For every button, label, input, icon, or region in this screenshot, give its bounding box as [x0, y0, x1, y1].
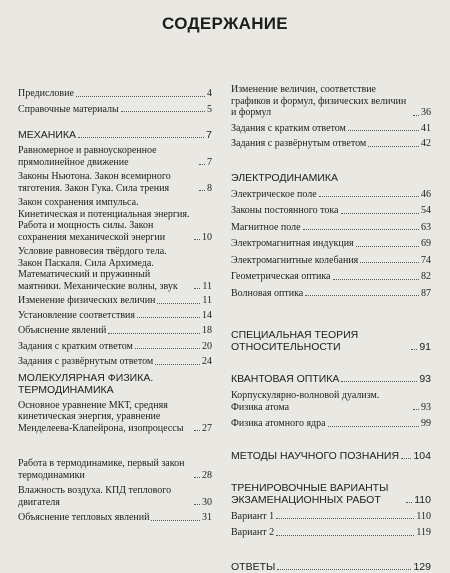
dot-leader [303, 229, 419, 230]
toc-section-heading [18, 372, 212, 396]
toc-entry [18, 356, 212, 368]
toc-entry-title: Влажность воздуха. КПД теплового двигателя [18, 485, 172, 508]
toc-entry-title: КВАНТОВАЯ ОПТИКА [231, 373, 340, 385]
toc-entry-title: Задания с развёрнутым ответом [18, 356, 154, 367]
toc-page-number: 93 [421, 401, 431, 413]
toc-page-number: 119 [416, 527, 431, 538]
toc-entry [231, 527, 431, 539]
toc-entry [231, 138, 431, 150]
toc-entry [231, 511, 431, 523]
toc-entry [18, 485, 212, 508]
toc-page-number: 87 [421, 287, 431, 299]
dot-leader [277, 569, 411, 570]
toc-section-heading [231, 450, 431, 462]
toc-entry-title: Закон сохранения импульса. Кинетическая и потенциальная энергия. Работа и мощность силы. Закон сохранения механической энергии [18, 197, 190, 243]
toc-entry [231, 84, 431, 119]
toc-entry [18, 310, 212, 322]
dot-leader [151, 520, 200, 521]
dot-leader [194, 288, 200, 289]
toc-page-number: 91 [419, 341, 431, 353]
toc-entry-title: Геометрическая оптика [231, 271, 331, 282]
toc-entry [18, 325, 212, 337]
dot-leader [305, 295, 419, 296]
toc-page-number: 7 [207, 156, 212, 168]
dot-leader [276, 518, 414, 519]
toc-entry-title: Вариант 1 [231, 510, 275, 522]
dot-leader [157, 303, 200, 304]
toc-page-number: 82 [421, 271, 431, 282]
toc-page-number: 42 [421, 138, 431, 149]
toc-entry [18, 512, 212, 524]
toc-entry [231, 205, 431, 217]
dot-leader [413, 409, 419, 410]
toc-entry-title: Задания с развёрнутым ответом [231, 138, 367, 149]
toc-entry-title: Законы постоянного тока [231, 205, 339, 216]
dot-leader [319, 196, 419, 197]
toc-page-number: 24 [202, 356, 212, 367]
dot-leader [360, 262, 419, 263]
toc-entry-title: Основное уравнение МКТ, средняя кинетическая энергия, уравнение Менделеева-Клапейрона, изопроцессы [18, 399, 184, 434]
toc-page-number: 28 [202, 469, 212, 481]
toc-entry [18, 88, 212, 100]
toc-page-number: 104 [413, 449, 431, 462]
toc-entry-title: МЕТОДЫ НАУЧНОГО ПОЗНАНИЯ [231, 449, 400, 462]
dot-leader [199, 190, 205, 191]
toc-entry-title: Электромагнитная индукция [231, 238, 354, 249]
toc-entry [231, 418, 431, 430]
dot-leader [348, 130, 419, 131]
toc-page-number: 41 [421, 122, 431, 134]
dot-leader [406, 502, 412, 503]
toc-page-number: 31 [202, 512, 212, 523]
toc-page-number: 99 [421, 418, 431, 429]
toc-section-heading [231, 329, 431, 353]
dot-leader [137, 317, 200, 318]
dot-leader [411, 349, 417, 350]
toc-entry-title: Вариант 2 [231, 527, 275, 538]
toc-entry [231, 123, 431, 135]
toc-page-number: 14 [202, 309, 212, 321]
toc-entry-title: Задания с кратким ответом [231, 122, 346, 134]
toc-page-number: 46 [421, 188, 431, 200]
toc-page-number: 110 [414, 493, 431, 506]
toc-entry-title: ТРЕНИРОВОЧНЫЕ ВАРИАНТЫ ЭКЗАМЕНАЦИОННЫХ РАБОТ [231, 481, 389, 506]
toc-entry-title: Задания с кратким ответом [18, 340, 133, 352]
toc-entry [18, 104, 212, 116]
toc-page-number: 10 [202, 231, 212, 243]
toc-entry-title: Равномерное и равноускоренное прямолинейное движение [18, 145, 157, 168]
dot-leader [199, 164, 205, 165]
dot-leader [194, 430, 200, 431]
toc-entry [231, 390, 431, 413]
toc-entry-title: Работа в термодинамике, первый закон термодинамики [18, 458, 185, 481]
dot-leader [121, 111, 205, 112]
toc-page-number: 129 [413, 560, 431, 573]
toc-entry-title: ЭЛЕКТРОДИНАМИКА [231, 171, 338, 184]
toc-entry-title: Волновая оптика [231, 287, 304, 299]
toc-page-number: 69 [421, 238, 431, 249]
toc-entry [18, 341, 212, 353]
toc-entry-title: ОТВЕТЫ [231, 560, 276, 573]
toc-entry [231, 255, 431, 267]
dot-leader [78, 137, 204, 138]
dot-leader [368, 146, 419, 147]
toc-section-heading [231, 482, 431, 506]
toc-page-number: 74 [421, 254, 431, 266]
toc-entry [231, 222, 431, 234]
toc-entry-title: Законы Ньютона. Закон всемирного тяготения. Закон Гука. Сила трения [18, 171, 171, 194]
toc-section-heading [231, 172, 431, 184]
dot-leader [108, 333, 200, 334]
dot-leader [276, 535, 414, 536]
toc-page-number: 18 [202, 325, 212, 336]
toc-page-number: 110 [416, 510, 431, 522]
toc-entry [231, 189, 431, 201]
dot-leader [341, 381, 417, 382]
toc-page-number: 4 [207, 88, 212, 99]
toc-entry-title: Условие равновесия твёрдого тела. Закон Паскаля. Сила Архимеда. Математический и пружинный маятники. Механические волны, звук [18, 246, 178, 292]
toc-entry [18, 171, 212, 194]
toc-page-number: 7 [206, 129, 212, 141]
toc-entry-title: Изменение физических величин [18, 295, 156, 306]
dot-leader [333, 279, 420, 280]
toc-page-number: 36 [421, 107, 431, 118]
toc-entry [18, 295, 212, 307]
dot-leader [155, 364, 200, 365]
toc-entry-title: Физика атомного ядра [231, 418, 326, 429]
toc-entry-title: Установление соответствия [18, 309, 136, 321]
toc-entry-title: Справочные материалы [18, 103, 119, 115]
dot-leader [356, 246, 419, 247]
toc-entry-title: Электрическое поле [231, 188, 317, 200]
toc-page-number: 93 [419, 373, 431, 385]
dot-leader [413, 115, 419, 116]
toc-entry-title: МОЛЕКУЛЯРНАЯ ФИЗИКА. ТЕРМОДИНАМИКА [18, 371, 154, 396]
toc-column-left [18, 78, 212, 524]
toc-entry-title: Предисловие [18, 88, 74, 99]
dot-leader [194, 239, 200, 240]
dot-leader [135, 348, 200, 349]
toc-entry-title: Объяснение тепловых явлений [18, 512, 150, 523]
page-title: СОДЕРЖАНИЕ [162, 14, 288, 33]
toc-page-number: 20 [202, 340, 212, 352]
toc-entry [18, 458, 212, 481]
toc-entry [231, 271, 431, 283]
toc-section-heading [18, 129, 212, 141]
toc-column-right [231, 84, 431, 573]
toc-entry-title: МЕХАНИКА [18, 129, 77, 141]
toc-entry [18, 400, 212, 435]
dot-leader [401, 458, 411, 459]
toc-page-number: 11 [202, 295, 212, 306]
toc-entry [18, 145, 212, 168]
toc-page-number: 63 [421, 221, 431, 233]
toc-entry-title: Изменение величин, соответствие графиков и формул, физических величин и формул [231, 84, 407, 118]
toc-page-number: 27 [202, 422, 212, 434]
dot-leader [328, 426, 419, 427]
dot-leader [194, 477, 200, 478]
toc-page-number: 8 [207, 182, 212, 194]
toc-page-number: 11 [202, 280, 212, 292]
toc-entry-title: Электромагнитные колебания [231, 254, 359, 266]
dot-leader [341, 213, 420, 214]
toc-section-heading [231, 373, 431, 385]
dot-leader [194, 504, 200, 505]
toc-entry-title: СПЕЦИАЛЬНАЯ ТЕОРИЯ ОТНОСИТЕЛЬНОСТИ [231, 329, 359, 353]
toc-entry [231, 238, 431, 250]
toc-entry-title: Корпускулярно-волновой дуализм. Физика атома [231, 390, 380, 413]
toc-entry [18, 197, 212, 243]
toc-page-number: 30 [202, 496, 212, 508]
toc-entry-title: Объяснение явлений [18, 325, 107, 336]
toc-page-number: 54 [421, 205, 431, 216]
toc-entry [231, 288, 431, 300]
toc-section-heading [231, 561, 431, 573]
toc-entry-title: Магнитное поле [231, 221, 301, 233]
toc-page-number: 5 [207, 103, 212, 115]
toc-entry [18, 246, 212, 292]
dot-leader [76, 96, 205, 97]
